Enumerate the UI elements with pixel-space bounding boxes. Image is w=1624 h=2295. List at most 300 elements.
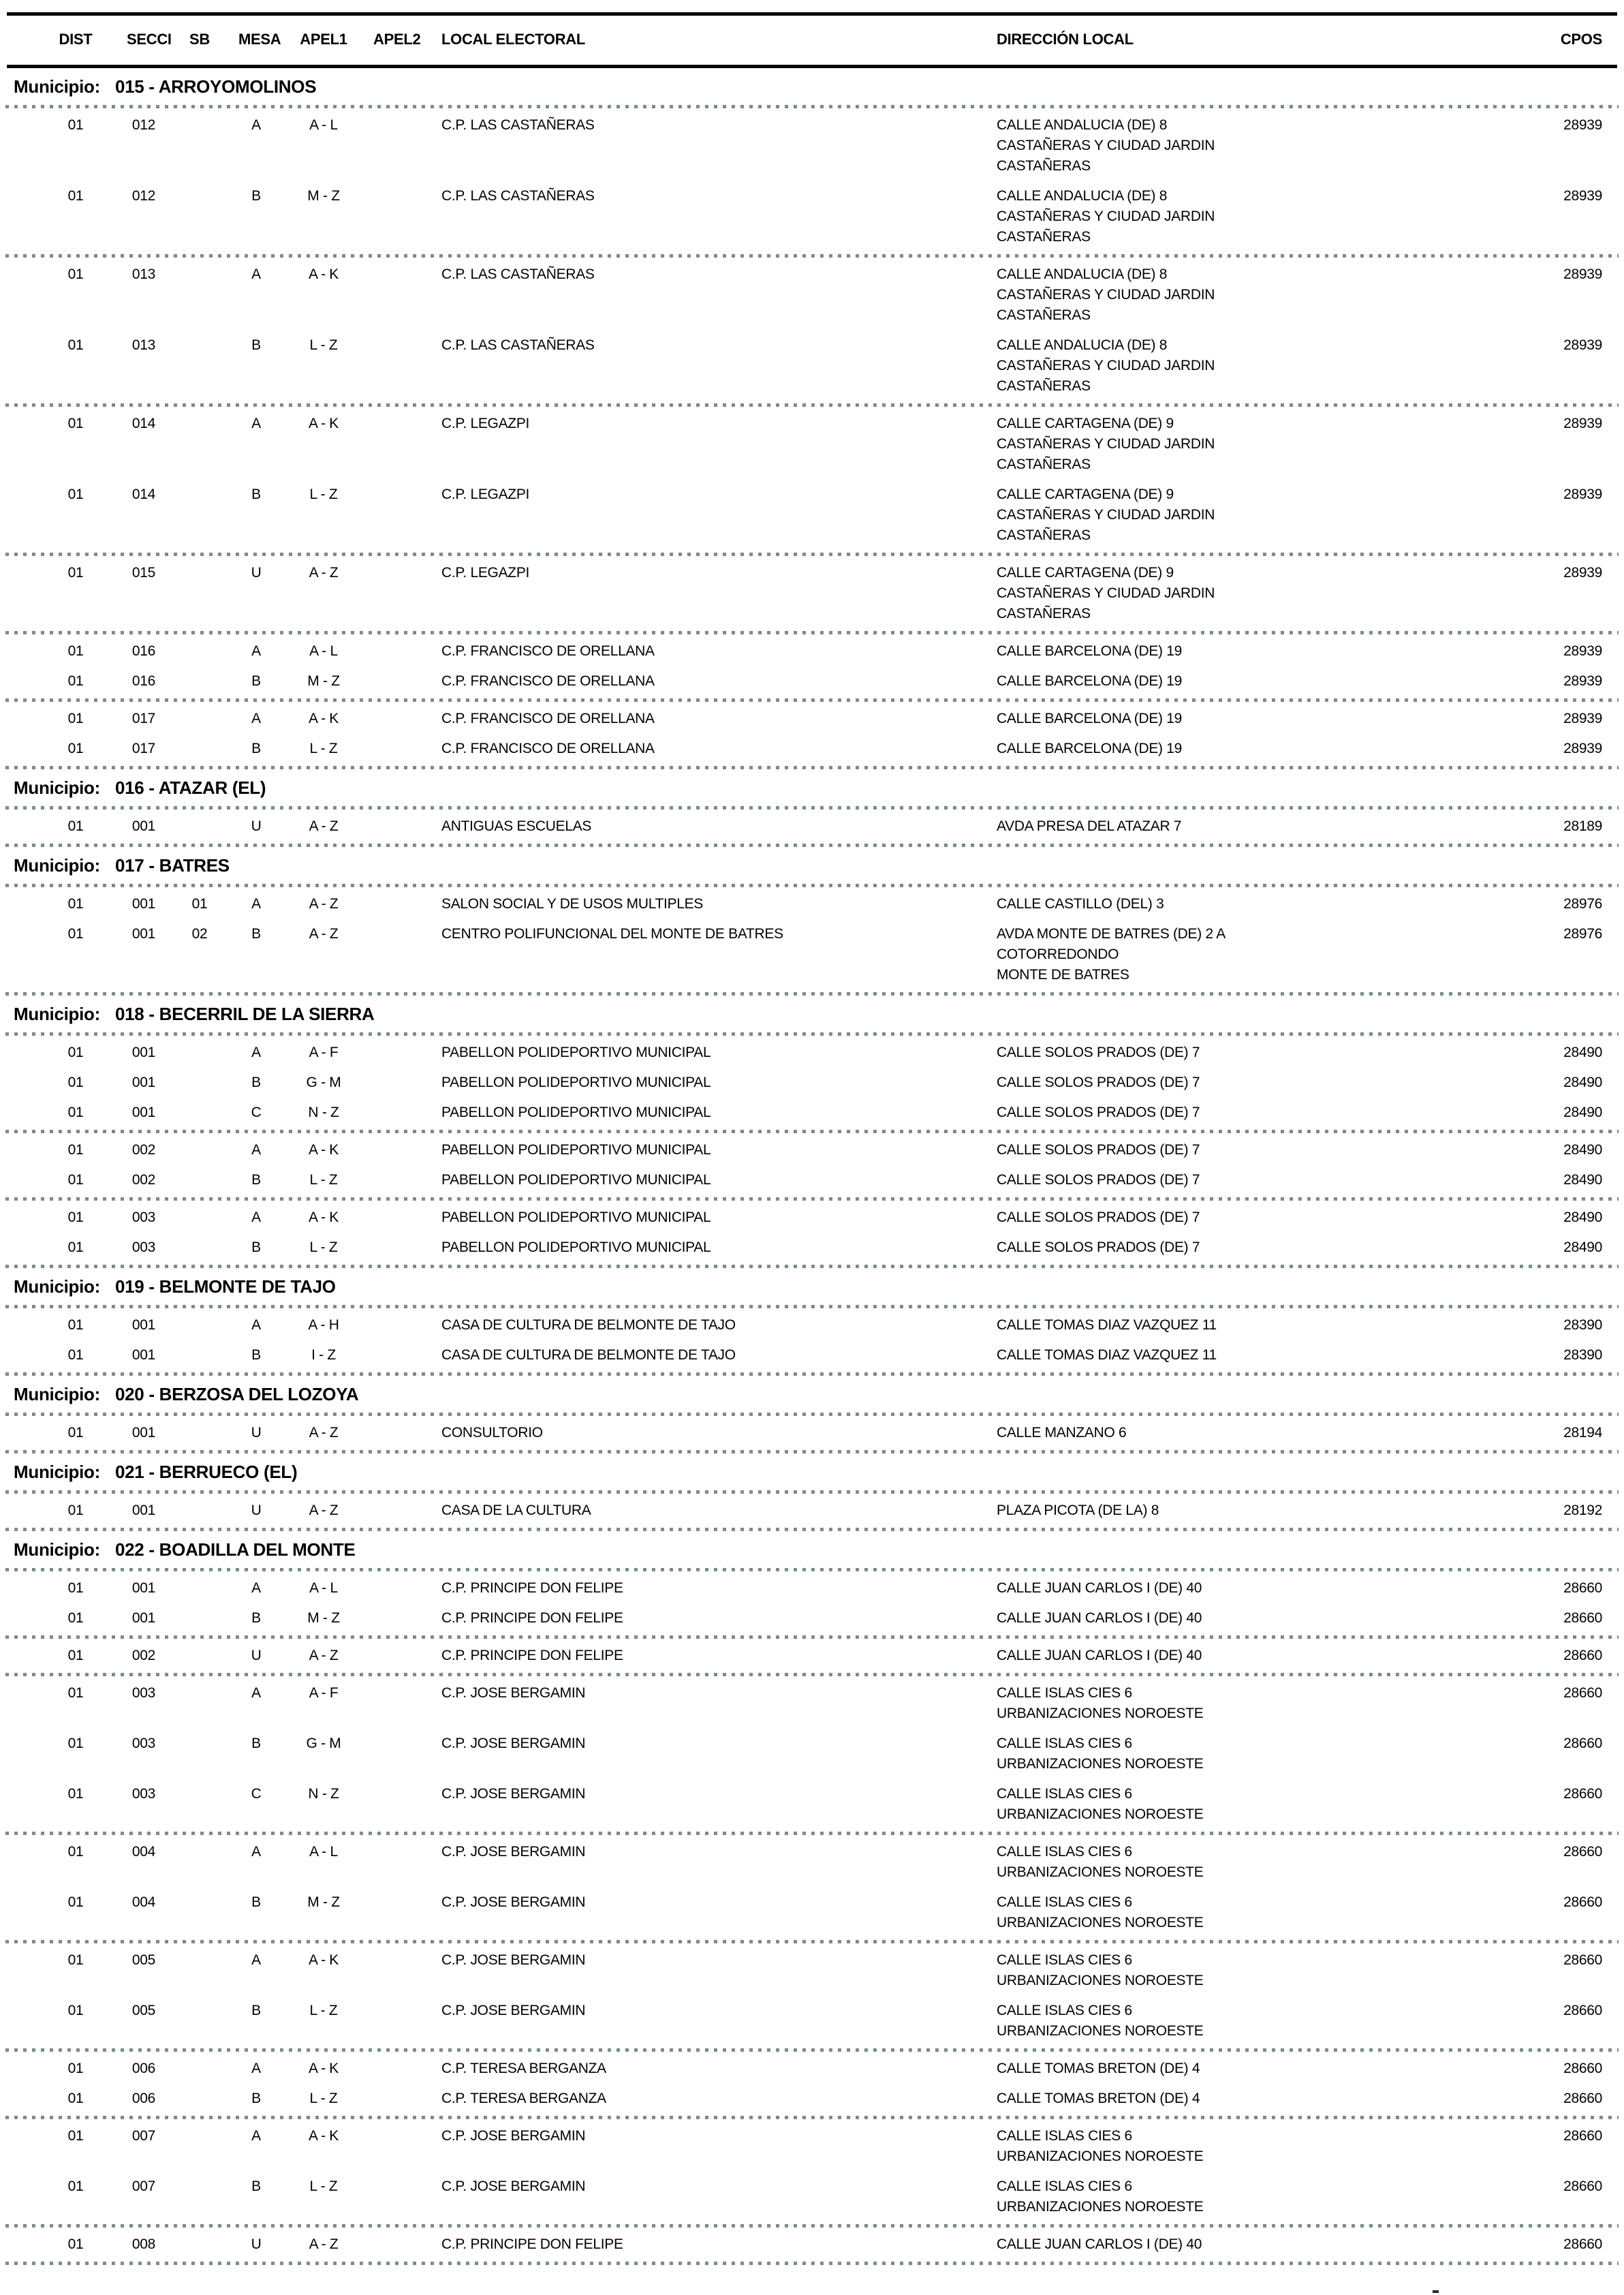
cell-mesa: A xyxy=(251,2061,261,2076)
cell-local-electoral: C.P. FRANCISCO DE ORELLANA xyxy=(441,643,655,659)
address-line: CASTAÑERAS Y CIUDAD JARDIN xyxy=(997,585,1215,601)
dotted-separator xyxy=(5,2262,1619,2265)
municipality-label: Municipio: xyxy=(14,76,100,97)
cell-secci: 007 xyxy=(131,2128,156,2144)
address-line: CALLE ANDALUCIA (DE) 8 xyxy=(997,117,1168,133)
cell-sb xyxy=(161,2126,238,2167)
address-line: CALLE SOLOS PRADOS (DE) 7 xyxy=(997,1105,1200,1120)
cell-sb xyxy=(161,1103,238,1123)
table-row xyxy=(0,1576,1624,1601)
cell-sb xyxy=(161,1170,238,1190)
col-header-cpos: CPOS xyxy=(1560,31,1602,48)
section-group xyxy=(0,1416,1624,1450)
table-row xyxy=(0,1168,1624,1192)
cell-local-electoral: C.P. LEGAZPI xyxy=(441,565,530,581)
municipality-label: Municipio: xyxy=(14,1004,100,1024)
cell-mesa: B xyxy=(251,2091,261,2106)
address-line: CALLE BARCELONA (DE) 19 xyxy=(997,643,1183,659)
cell-local-electoral: PABELLON POLIDEPORTIVO MUNICIPAL xyxy=(441,1142,711,1158)
cell-sb xyxy=(161,1073,238,1093)
cell-direccion-local xyxy=(991,816,1492,837)
cell-apel1: A - L xyxy=(309,643,338,659)
section-group xyxy=(0,407,1624,553)
municipality-title xyxy=(0,996,1624,1032)
cell-apel2 xyxy=(373,1423,420,1443)
table-row xyxy=(0,1782,1624,1827)
table-row xyxy=(0,669,1624,694)
cell-apel1: L - Z xyxy=(309,741,338,756)
address-line: CASTAÑERAS Y CIUDAD JARDIN xyxy=(997,436,1215,452)
address-line: AVDA MONTE DE BATRES (DE) 2 A xyxy=(997,926,1225,942)
section-group xyxy=(0,1201,1624,1265)
cell-local-electoral: C.P. LEGAZPI xyxy=(441,416,530,431)
cell-apel2 xyxy=(373,186,420,247)
cell-secci: 001 xyxy=(131,1045,156,1060)
cell-apel2 xyxy=(373,709,420,729)
cell-direccion-local xyxy=(991,1170,1492,1190)
cell-mesa: A xyxy=(251,1045,261,1060)
address-line: CASTAÑERAS xyxy=(997,378,1091,394)
cell-local-electoral: C.P. LAS CASTAÑERAS xyxy=(441,117,595,133)
cell-apel2 xyxy=(373,1734,420,1774)
cell-apel1: A - K xyxy=(308,416,339,431)
cell-sb xyxy=(161,1207,238,1228)
cell-apel2 xyxy=(373,2126,420,2167)
municipality-name: 016 - ATAZAR (EL) xyxy=(114,777,266,798)
address-line: CALLE MANZANO 6 xyxy=(997,1425,1127,1441)
table-row xyxy=(0,2124,1624,2169)
cell-direccion-local xyxy=(991,2089,1492,2109)
col-header-apel2: APEL2 xyxy=(373,31,421,48)
cell-sb xyxy=(161,1892,238,1933)
cell-dist: 01 xyxy=(67,1239,84,1255)
cell-apel2 xyxy=(373,414,420,475)
cell-apel1: N - Z xyxy=(308,1786,339,1802)
cell-apel1: A - K xyxy=(308,1210,339,1225)
cell-direccion-local xyxy=(991,1500,1492,1521)
cell-cpos: 28194 xyxy=(1563,1425,1602,1441)
cell-apel1: A - K xyxy=(308,1952,339,1968)
cell-secci: 014 xyxy=(131,416,156,431)
cell-apel2 xyxy=(373,1345,420,1366)
cell-direccion-local xyxy=(991,335,1492,397)
cell-local-electoral: C.P. LEGAZPI xyxy=(441,487,530,502)
address-line: CALLE ISLAS CIES 6 xyxy=(997,2128,1132,2144)
cell-sb xyxy=(161,1784,238,1825)
cell-sb xyxy=(161,2001,238,2042)
cell-apel2 xyxy=(373,1892,420,1933)
cell-direccion-local xyxy=(991,2059,1492,2079)
address-line: CALLE SOLOS PRADOS (DE) 7 xyxy=(997,1075,1200,1090)
address-line: CASTAÑERAS Y CIUDAD JARDIN xyxy=(997,507,1215,523)
cell-apel1: M - Z xyxy=(307,188,340,204)
section-group xyxy=(0,2052,1624,2116)
table-row xyxy=(0,892,1624,917)
cell-mesa: B xyxy=(251,1239,261,1255)
cell-apel2 xyxy=(373,1500,420,1521)
cell-apel2 xyxy=(373,1315,420,1336)
cell-apel1: G - M xyxy=(306,1736,341,1751)
address-line: CALLE JUAN CARLOS I (DE) 40 xyxy=(997,2236,1202,2252)
cell-secci: 001 xyxy=(131,926,156,942)
cell-apel1: A - Z xyxy=(309,896,339,912)
cell-local-electoral: C.P. PRINCIPE DON FELIPE xyxy=(441,1580,623,1596)
table-row xyxy=(0,814,1624,839)
cell-sb xyxy=(161,1315,238,1336)
address-line: CALLE ISLAS CIES 6 xyxy=(997,1844,1132,1860)
cell-apel1: A - Z xyxy=(309,818,339,834)
municipality-groups xyxy=(0,1308,1624,1376)
cell-cpos: 28939 xyxy=(1563,266,1602,282)
cell-local-electoral: PABELLON POLIDEPORTIVO MUNICIPAL xyxy=(441,1045,711,1060)
address-line: CALLE SOLOS PRADOS (DE) 7 xyxy=(997,1142,1200,1158)
cell-direccion-local xyxy=(991,1423,1492,1443)
cell-secci: 002 xyxy=(131,1172,156,1188)
cell-secci: 003 xyxy=(131,1736,156,1751)
table-row xyxy=(0,262,1624,328)
cell-direccion-local xyxy=(991,1734,1492,1774)
cell-secci: 001 xyxy=(131,818,156,834)
table-row xyxy=(0,1138,1624,1162)
address-line: URBANIZACIONES NOROESTE xyxy=(997,1915,1204,1930)
cell-mesa: B xyxy=(251,2003,261,2018)
cell-cpos: 28939 xyxy=(1563,741,1602,756)
address-line: CASTAÑERAS xyxy=(997,229,1091,245)
cell-cpos: 28490 xyxy=(1563,1239,1602,1255)
cell-local-electoral: PABELLON POLIDEPORTIVO MUNICIPAL xyxy=(441,1239,711,1255)
cell-cpos: 28490 xyxy=(1563,1142,1602,1158)
cell-apel2 xyxy=(373,2234,420,2255)
cell-cpos: 28490 xyxy=(1563,1172,1602,1188)
cell-secci: 003 xyxy=(131,1239,156,1255)
municipality-section xyxy=(0,996,1624,1268)
cell-mesa: A xyxy=(251,643,261,659)
address-line: CALLE ISLAS CIES 6 xyxy=(997,1786,1132,1802)
table-row xyxy=(0,1041,1624,1065)
cell-apel2 xyxy=(373,1784,420,1825)
cell-apel1: A - K xyxy=(308,2128,339,2144)
address-line: CALLE ISLAS CIES 6 xyxy=(997,2178,1132,2194)
table-row xyxy=(0,1421,1624,1445)
cell-mesa: U xyxy=(251,1425,262,1441)
address-line: CALLE ISLAS CIES 6 xyxy=(997,1952,1132,1968)
address-line: URBANIZACIONES NOROESTE xyxy=(997,2199,1204,2215)
cell-apel2 xyxy=(373,115,420,176)
table-row xyxy=(0,1313,1624,1338)
cell-cpos: 28390 xyxy=(1563,1347,1602,1363)
cell-mesa: B xyxy=(251,1736,261,1751)
cell-local-electoral: C.P. LAS CASTAÑERAS xyxy=(441,266,595,282)
cell-apel1: L - Z xyxy=(309,2091,338,2106)
cell-secci: 005 xyxy=(131,2003,156,2018)
cell-dist: 01 xyxy=(67,2178,84,2194)
section-group xyxy=(0,1494,1624,1528)
address-line: CALLE TOMAS DIAZ VAZQUEZ 11 xyxy=(997,1347,1217,1363)
municipality-title xyxy=(0,68,1624,105)
cell-dist: 01 xyxy=(67,188,84,204)
cell-secci: 001 xyxy=(131,1075,156,1090)
cell-cpos: 28939 xyxy=(1563,188,1602,204)
cell-local-electoral: C.P. TERESA BERGANZA xyxy=(441,2091,606,2106)
cell-dist: 01 xyxy=(67,1142,84,1158)
address-line: URBANIZACIONES NOROESTE xyxy=(997,1806,1204,1822)
cell-sb xyxy=(161,186,238,247)
cell-dist: 01 xyxy=(67,1648,84,1663)
cell-secci: 006 xyxy=(131,2091,156,2106)
section-group xyxy=(0,1943,1624,2048)
section-group xyxy=(0,1676,1624,1832)
cell-direccion-local xyxy=(991,264,1492,326)
col-header-local-electoral: LOCAL ELECTORAL xyxy=(441,31,586,48)
section-group xyxy=(0,1133,1624,1197)
cell-apel2 xyxy=(373,641,420,662)
address-line: CALLE BARCELONA (DE) 19 xyxy=(997,711,1183,726)
cell-direccion-local xyxy=(991,1683,1492,1724)
address-line: CALLE BARCELONA (DE) 19 xyxy=(997,673,1183,689)
cell-direccion-local xyxy=(991,1315,1492,1336)
cell-apel1: G - M xyxy=(306,1075,341,1090)
section-group xyxy=(0,634,1624,698)
cell-apel2 xyxy=(373,1646,420,1666)
cell-mesa: U xyxy=(251,1648,262,1663)
table-row xyxy=(0,1681,1624,1726)
cell-apel2 xyxy=(373,264,420,326)
cell-cpos: 28660 xyxy=(1563,1952,1602,1968)
cell-local-electoral: PABELLON POLIDEPORTIVO MUNICIPAL xyxy=(441,1075,711,1090)
cell-sb xyxy=(161,671,238,692)
cell-sb: 02 xyxy=(191,926,208,942)
address-line: CALLE ISLAS CIES 6 xyxy=(997,2003,1132,2018)
cell-apel2 xyxy=(373,335,420,397)
address-line: CALLE CASTILLO (DEL) 3 xyxy=(997,896,1164,912)
col-header-mesa: MESA xyxy=(238,31,281,48)
section-group xyxy=(0,702,1624,766)
cell-mesa: C xyxy=(251,1105,262,1120)
cell-direccion-local xyxy=(991,2176,1492,2217)
cell-cpos: 28490 xyxy=(1563,1075,1602,1090)
table-row xyxy=(0,1999,1624,2044)
cell-mesa: A xyxy=(251,1580,261,1596)
address-line: URBANIZACIONES NOROESTE xyxy=(997,1706,1204,1721)
cell-dist: 01 xyxy=(67,1045,84,1060)
cell-secci: 005 xyxy=(131,1952,156,1968)
cell-apel1: M - Z xyxy=(307,1610,340,1626)
cell-mesa: U xyxy=(251,565,262,581)
municipality-name: 021 - BERRUECO (EL) xyxy=(114,1462,298,1482)
cell-mesa: B xyxy=(251,337,261,353)
cell-apel2 xyxy=(373,1608,420,1629)
cell-local-electoral: C.P. JOSE BERGAMIN xyxy=(441,1894,586,1910)
cell-direccion-local xyxy=(991,671,1492,692)
municipality-section xyxy=(0,847,1624,996)
cell-local-electoral: C.P. FRANCISCO DE ORELLANA xyxy=(441,741,655,756)
table-row xyxy=(0,639,1624,664)
cell-local-electoral: CONSULTORIO xyxy=(441,1425,543,1441)
address-line: CASTAÑERAS xyxy=(997,527,1091,543)
cell-local-electoral: C.P. LAS CASTAÑERAS xyxy=(441,188,595,204)
cell-sb xyxy=(161,335,238,397)
cell-apel2 xyxy=(373,1103,420,1123)
section-group xyxy=(0,1308,1624,1372)
cell-apel1: L - Z xyxy=(309,1239,338,1255)
address-line: CALLE ISLAS CIES 6 xyxy=(997,1894,1132,1910)
cell-direccion-local xyxy=(991,1207,1492,1228)
cell-mesa: A xyxy=(251,416,261,431)
cell-secci: 001 xyxy=(131,1580,156,1596)
cell-mesa: B xyxy=(251,1347,261,1363)
cell-local-electoral: C.P. PRINCIPE DON FELIPE xyxy=(441,1610,623,1626)
cell-direccion-local xyxy=(991,484,1492,546)
cell-dist: 01 xyxy=(67,117,84,133)
address-line: CASTAÑERAS Y CIUDAD JARDIN xyxy=(997,287,1215,303)
section-group xyxy=(0,2119,1624,2224)
cell-cpos: 28976 xyxy=(1563,926,1602,942)
address-line: URBANIZACIONES NOROESTE xyxy=(997,1864,1204,1880)
cell-apel1: L - Z xyxy=(309,337,338,353)
cell-apel2 xyxy=(373,1207,420,1228)
municipality-title xyxy=(0,1453,1624,1490)
cell-mesa: A xyxy=(251,1844,261,1860)
cell-local-electoral: C.P. FRANCISCO DE ORELLANA xyxy=(441,711,655,726)
section-group xyxy=(0,810,1624,844)
cell-local-electoral: C.P. PRINCIPE DON FELIPE xyxy=(441,2236,623,2252)
municipality-label: Municipio: xyxy=(14,1276,100,1297)
municipality-section xyxy=(0,1453,1624,1531)
address-line: CALLE JUAN CARLOS I (DE) 40 xyxy=(997,1580,1202,1596)
municipality-section xyxy=(0,1268,1624,1376)
cell-direccion-local xyxy=(991,1073,1492,1093)
cell-dist: 01 xyxy=(67,1503,84,1518)
cell-dist: 01 xyxy=(67,2003,84,2018)
municipality-groups xyxy=(0,810,1624,847)
section-group xyxy=(0,556,1624,631)
cell-cpos: 28660 xyxy=(1563,1610,1602,1626)
cell-direccion-local xyxy=(991,1140,1492,1160)
cell-mesa: A xyxy=(251,2128,261,2144)
cell-secci: 007 xyxy=(131,2178,156,2194)
cell-dist: 01 xyxy=(67,1347,84,1363)
cell-dist: 01 xyxy=(67,1172,84,1188)
municipality-name: 017 - BATRES xyxy=(114,855,230,876)
municipality-name: 015 - ARROYOMOLINOS xyxy=(114,76,317,97)
cell-mesa: B xyxy=(251,926,261,942)
address-line: CALLE ISLAS CIES 6 xyxy=(997,1685,1132,1701)
cell-apel2 xyxy=(373,924,420,985)
cell-cpos: 28939 xyxy=(1563,643,1602,659)
municipality-label: Municipio: xyxy=(14,777,100,798)
cell-direccion-local xyxy=(991,563,1492,624)
cell-apel1: A - Z xyxy=(309,2236,339,2252)
table-row xyxy=(0,1948,1624,1993)
address-line: CALLE ISLAS CIES 6 xyxy=(997,1736,1132,1751)
cell-mesa: B xyxy=(251,188,261,204)
cell-dist: 01 xyxy=(67,711,84,726)
cell-sb xyxy=(161,2089,238,2109)
cell-apel2 xyxy=(373,2001,420,2042)
cell-dist: 01 xyxy=(67,673,84,689)
cell-apel2 xyxy=(373,2176,420,2217)
municipality-groups xyxy=(0,1571,1624,2265)
cell-dist: 01 xyxy=(67,741,84,756)
cell-secci: 001 xyxy=(131,896,156,912)
municipality-title xyxy=(0,769,1624,806)
cell-dist: 01 xyxy=(67,1075,84,1090)
cell-cpos: 28390 xyxy=(1563,1317,1602,1333)
cell-apel1: A - K xyxy=(308,2061,339,2076)
cell-dist: 01 xyxy=(67,1580,84,1596)
municipality-name: 018 - BECERRIL DE LA SIERRA xyxy=(114,1004,375,1024)
cell-secci: 001 xyxy=(131,1610,156,1626)
cell-dist: 01 xyxy=(67,1844,84,1860)
col-header-secci: SECCI xyxy=(127,31,172,48)
cell-sb xyxy=(161,739,238,759)
cell-sb xyxy=(161,1345,238,1366)
table-row xyxy=(0,1071,1624,1095)
cell-secci: 003 xyxy=(131,1685,156,1701)
address-line: CALLE TOMAS DIAZ VAZQUEZ 11 xyxy=(997,1317,1217,1333)
cell-apel1: A - L xyxy=(309,1844,338,1860)
cell-sb xyxy=(161,1842,238,1883)
cell-apel2 xyxy=(373,1073,420,1093)
cell-apel2 xyxy=(373,563,420,624)
cell-secci: 014 xyxy=(131,487,156,502)
cell-sb xyxy=(161,1734,238,1774)
cell-direccion-local xyxy=(991,894,1492,914)
cell-apel1: A - Z xyxy=(309,926,339,942)
cell-dist: 01 xyxy=(67,1425,84,1441)
cell-mesa: A xyxy=(251,1952,261,1968)
cell-apel1: M - Z xyxy=(307,1894,340,1910)
cell-cpos: 28660 xyxy=(1563,1894,1602,1910)
cell-sb xyxy=(161,563,238,624)
table-row xyxy=(0,1731,1624,1776)
cell-cpos: 28939 xyxy=(1563,711,1602,726)
cell-sb xyxy=(161,1237,238,1258)
cell-sb: 01 xyxy=(191,896,208,912)
cell-dist: 01 xyxy=(67,565,84,581)
cell-local-electoral: C.P. JOSE BERGAMIN xyxy=(441,2128,586,2144)
address-line: CALLE SOLOS PRADOS (DE) 7 xyxy=(997,1210,1200,1225)
cell-secci: 016 xyxy=(131,673,156,689)
address-line: CASTAÑERAS Y CIUDAD JARDIN xyxy=(997,138,1215,153)
cell-mesa: B xyxy=(251,2178,261,2194)
cell-dist: 01 xyxy=(67,2236,84,2252)
table-row xyxy=(0,1606,1624,1631)
cell-sb xyxy=(161,709,238,729)
cell-cpos: 28660 xyxy=(1563,2091,1602,2106)
cell-direccion-local xyxy=(991,1784,1492,1825)
table-row xyxy=(0,2174,1624,2219)
cell-cpos: 28939 xyxy=(1563,565,1602,581)
municipality-label: Municipio: xyxy=(14,1462,100,1482)
cell-dist: 01 xyxy=(67,1610,84,1626)
table-row xyxy=(0,184,1624,249)
cell-direccion-local xyxy=(991,2001,1492,2042)
col-header-apel1: APEL1 xyxy=(300,31,347,48)
cell-apel1: L - Z xyxy=(309,2178,338,2194)
cell-dist: 01 xyxy=(67,818,84,834)
municipality-section xyxy=(0,1376,1624,1453)
cell-dist: 01 xyxy=(67,1786,84,1802)
cell-secci: 012 xyxy=(131,188,156,204)
cell-apel2 xyxy=(373,1950,420,1991)
address-line: CALLE TOMAS BRETON (DE) 4 xyxy=(997,2061,1200,2076)
address-line: CASTAÑERAS xyxy=(997,307,1091,323)
cell-local-electoral: C.P. JOSE BERGAMIN xyxy=(441,1844,586,1860)
municipality-section xyxy=(0,769,1624,847)
table-row xyxy=(0,1205,1624,1230)
municipality-section xyxy=(0,68,1624,769)
